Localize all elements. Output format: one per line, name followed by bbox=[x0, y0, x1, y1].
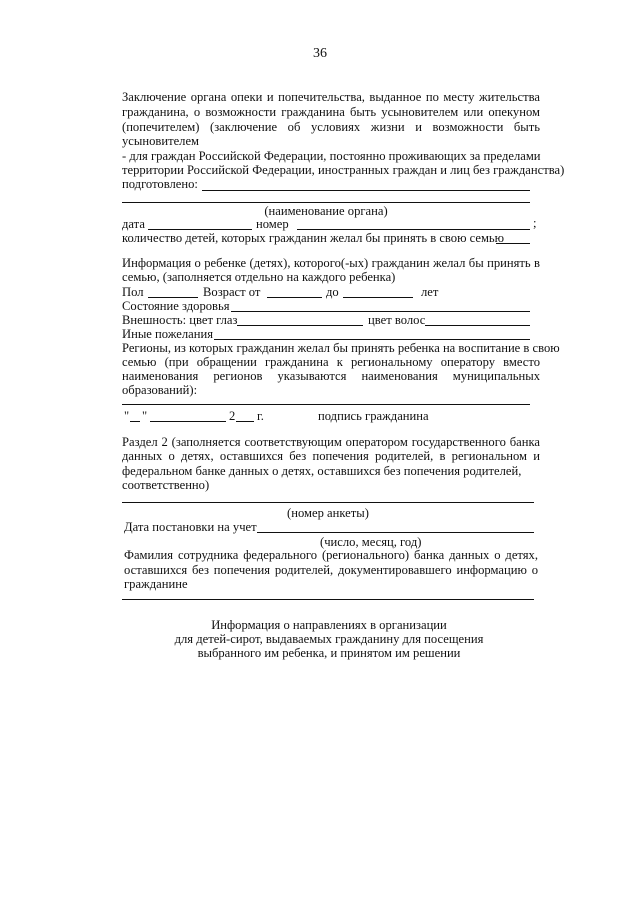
age-from-field[interactable] bbox=[267, 297, 322, 298]
age-from-label: Возраст от bbox=[203, 285, 261, 299]
eye-color-field[interactable] bbox=[237, 325, 363, 326]
regions-line-2: семью (при обращении гражданина к региональному оператору вместо bbox=[122, 355, 540, 369]
guardianship-conclusion-line-4: усыновителем bbox=[122, 134, 200, 148]
health-field[interactable] bbox=[231, 311, 530, 312]
children-count-field[interactable] bbox=[496, 243, 530, 244]
children-count-label: количество детей, которых гражданин желал бы принять в свою семью bbox=[122, 231, 505, 245]
page-number: 36 bbox=[313, 46, 327, 61]
registration-date-field[interactable] bbox=[257, 532, 534, 533]
prepared-label: подготовлено: bbox=[122, 177, 198, 191]
employee-line-2: оставшихся без попечения родителей, документировавшего информацию о bbox=[124, 563, 538, 577]
citizen-signature-label: подпись гражданина bbox=[318, 409, 429, 423]
prepared-field-continued[interactable] bbox=[122, 202, 530, 203]
section2-line-1: Раздел 2 (заполняется соответствующим оператором государственного банка bbox=[122, 435, 540, 449]
section2-line-3: федеральном банке данных о детях, оставшихся без попечения родителей, bbox=[122, 464, 522, 478]
date-field[interactable] bbox=[148, 229, 252, 230]
year-prefix: 2 bbox=[229, 409, 236, 423]
sex-label: Пол bbox=[122, 285, 144, 299]
employee-line-3: гражданине bbox=[124, 577, 188, 591]
health-label: Состояние здоровья bbox=[122, 299, 230, 313]
form-number-field[interactable] bbox=[122, 502, 534, 503]
number-label: номер bbox=[256, 217, 289, 231]
employee-line-1: Фамилия сотрудника федерального (регионального) банка данных о детях, bbox=[124, 548, 538, 562]
date-quote-close: " bbox=[142, 409, 148, 423]
regions-line-3: наименования регионов указываются наименования муниципальных bbox=[122, 369, 540, 383]
day-field[interactable] bbox=[130, 421, 140, 422]
eye-color-label: Внешность: цвет глаз bbox=[122, 313, 238, 327]
registration-date-label: Дата постановки на учет bbox=[124, 520, 257, 534]
age-to-label: до bbox=[326, 285, 339, 299]
guardianship-conclusion-line-6: территории Российской Федерации, иностранных граждан и лиц без гражданства) bbox=[122, 163, 565, 177]
wishes-label: Иные пожелания bbox=[122, 327, 214, 341]
guardianship-conclusion-line-5: - для граждан Российской Федерации, постоянно проживающих за пределами bbox=[122, 149, 541, 163]
hair-color-label: цвет волос bbox=[368, 313, 426, 327]
referrals-heading-line-3: выбранного им ребенка, и принятом им решении bbox=[197, 646, 461, 660]
prepared-field[interactable] bbox=[202, 190, 530, 191]
year-field[interactable] bbox=[236, 421, 254, 422]
number-field[interactable] bbox=[297, 229, 530, 230]
regions-line-4: образований): bbox=[122, 383, 198, 397]
regions-line-1: Регионы, из которых гражданин желал бы принять ребенка на воспитание в свою bbox=[122, 341, 560, 355]
section2-line-2: данных о детях, оставшихся без попечения родителей, в региональном и bbox=[122, 449, 540, 463]
employee-name-field[interactable] bbox=[122, 599, 534, 600]
years-label: лет bbox=[421, 285, 439, 299]
regions-field[interactable] bbox=[122, 404, 530, 405]
section2-line-4: соответственно) bbox=[122, 478, 210, 492]
org-name-caption: (наименование органа) bbox=[264, 204, 388, 218]
semicolon: ; bbox=[533, 216, 537, 230]
form-number-caption: (номер анкеты) bbox=[287, 506, 369, 520]
guardianship-conclusion-line-2: гражданина, о возможности гражданина быть усыновителем или опекуном bbox=[122, 105, 540, 119]
child-info-line-2: семью, (заполняется отдельно на каждого ребенка) bbox=[122, 270, 396, 284]
date-quote-open: " bbox=[124, 409, 130, 423]
month-field[interactable] bbox=[150, 421, 226, 422]
referrals-heading-line-1: Информация о направлениях в организации bbox=[211, 618, 447, 632]
date-label: дата bbox=[122, 217, 145, 231]
referrals-heading-line-2: для детей-сирот, выдаваемых гражданину для посещения bbox=[174, 632, 484, 646]
guardianship-conclusion-line-1: Заключение органа опеки и попечительства, выданное по месту жительства bbox=[122, 90, 540, 104]
age-to-field[interactable] bbox=[343, 297, 413, 298]
child-info-line-1: Информация о ребенке (детях), которого(-ых) гражданин желал бы принять в bbox=[122, 256, 540, 270]
year-suffix: г. bbox=[257, 409, 264, 423]
hair-color-field[interactable] bbox=[425, 325, 530, 326]
guardianship-conclusion-line-3: (попечителем) (заключение об условиях жизни и возможности быть bbox=[122, 120, 540, 134]
date-format-caption: (число, месяц, год) bbox=[320, 535, 422, 549]
wishes-field[interactable] bbox=[214, 339, 530, 340]
sex-field[interactable] bbox=[148, 297, 198, 298]
